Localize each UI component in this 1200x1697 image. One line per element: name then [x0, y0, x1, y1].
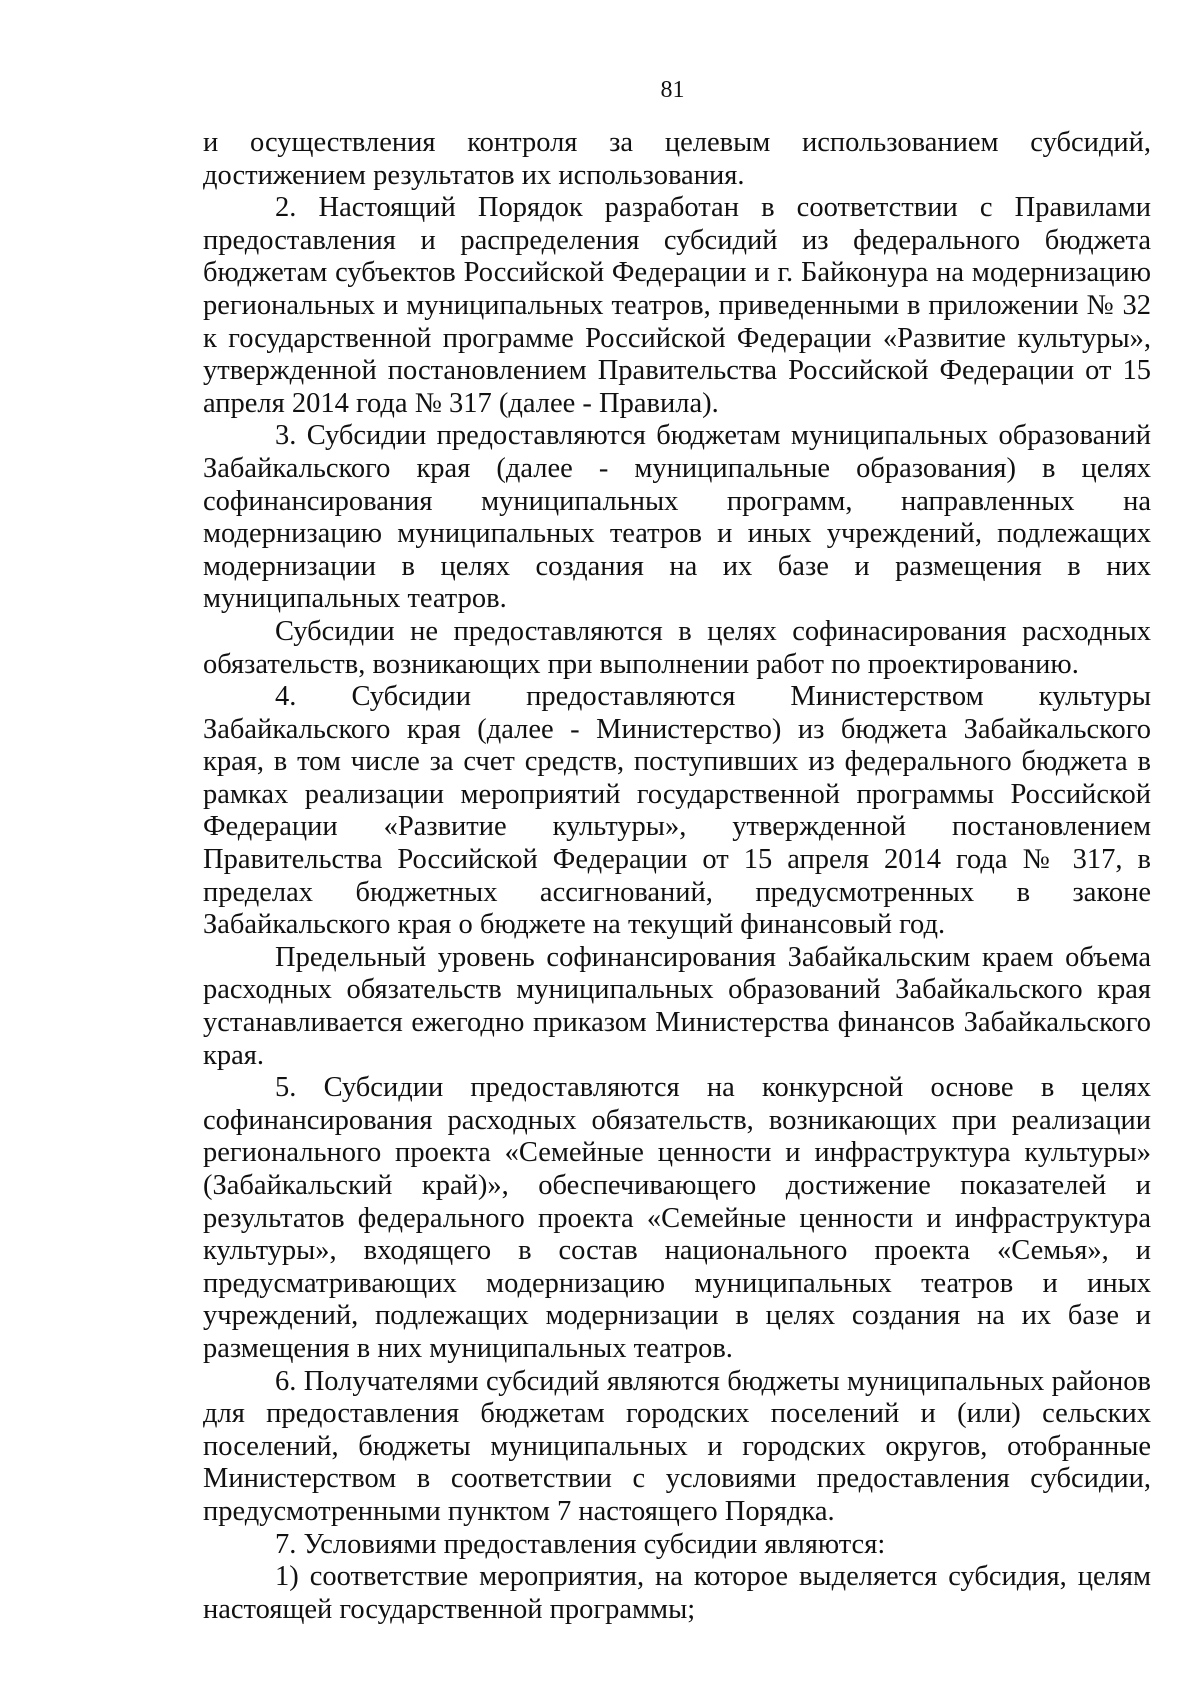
page-number: 81	[660, 77, 685, 103]
paragraph-3: 3. Субсидии предоставляются бюджетам муниципальных образований Забайкальского края (далее - муниципальные образования) в целях софинансирования муниципальных программ, направленных на модернизацию муниципальных театров и иных учреждений, подлежащих модернизации в целях создания на их базе и размещения в них муниципальных театров.	[203, 420, 1151, 615]
paragraph-3-note: Субсидии не предоставляются в целях софинасирования расходных обязательств, возникающих при выполнении работ по проектированию.	[203, 615, 1151, 680]
paragraph-5: 5. Субсидии предоставляются на конкурсной основе в целях софинансирования расходных обязательств, возникающих при реализации регионального проекта «Семейные ценности и инфраструктура культуры» (Забайкальский край)», обеспечивающего достижение показателей и результатов федерального проекта «Семейные ценности и инфраструктура культуры», входящего в состав национального проекта «Семья», и предусматривающих модернизацию муниципальных театров и иных учреждений, подлежащих модернизации в целях создания на их базе и размещения в них муниципальных театров.	[203, 1072, 1151, 1364]
paragraph-4: 4. Субсидии предоставляются Министерством культуры Забайкальского края (далее - Министерство) из бюджета Забайкальского края, в том числе за счет средств, поступивших из федерального бюджета в рамках реализации мероприятий государственной программы Российской Федерации «Развитие культуры», утвержденной постановлением Правительства Российской Федерации от 15 апреля 2014 года № 317, в пределах бюджетных ассигнований, предусмотренных в законе Забайкальского края о бюджете на текущий финансовый год.	[203, 681, 1151, 941]
paragraph-7: 7. Условиями предоставления субсидии являются:	[275, 1528, 886, 1560]
paragraph-4-note: Предельный уровень софинансирования Забайкальским краем объема расходных обязательств муниципальных образований Забайкальского края устанавливается ежегодно приказом Министерства финансов Забайкальского края.	[203, 941, 1151, 1071]
document-body	[203, 127, 1151, 1626]
paragraph-2: 2. Настоящий Порядок разработан в соответствии с Правилами предоставления и распределения субсидий из федерального бюджета бюджетам субъектов Российской Федерации и г. Байконура на модернизацию региональных и муниципальных театров, приведенными в приложении № 32 к государственной программе Российской Федерации «Развитие культуры», утвержденной постановлением Правительства Российской Федерации от 15 апреля 2014 года № 317 (далее - Правила).	[203, 192, 1151, 419]
paragraph-6: 6. Получателями субсидий являются бюджеты муниципальных районов для предоставления бюджетам городских поселений и (или) сельских поселений, бюджеты муниципальных и городских округов, отобранные Министерством в соответствии с условиями предоставления субсидии, предусмотренными пунктом 7 настоящего Порядка.	[203, 1365, 1151, 1527]
paragraph-intro: и осуществления контроля за целевым использованием субсидий, достижением результатов их использования.	[203, 127, 1151, 191]
paragraph-7-item-1: 1) соответствие мероприятия, на которое выделяется субсидия, целям настоящей государственной программы;	[203, 1561, 1151, 1625]
